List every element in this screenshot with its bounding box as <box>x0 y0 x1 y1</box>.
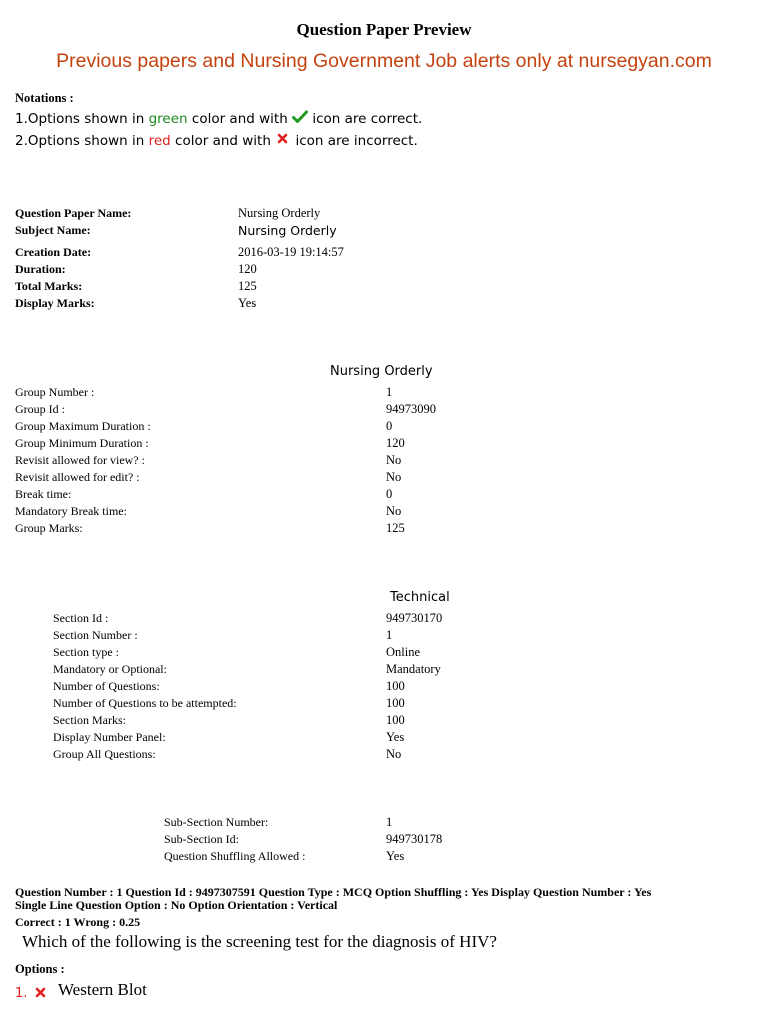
question-meta-line2: Single Line Question Option : No Option Orientation : Vertical <box>15 898 338 912</box>
num-questions-value: 100 <box>386 679 405 693</box>
check-icon <box>292 110 308 128</box>
group-id-label: Group Id : <box>15 402 65 416</box>
break-time-value: 0 <box>386 487 393 501</box>
cross-icon <box>275 133 291 149</box>
number-panel-value: Yes <box>386 730 405 744</box>
notations-heading: Notations : <box>15 91 74 105</box>
group-id-value: 94973090 <box>386 402 436 416</box>
subject-name-label: Subject Name: <box>15 223 91 237</box>
paper-name-value: Nursing Orderly <box>238 206 321 220</box>
display-marks-label: Display Marks: <box>15 296 95 310</box>
mandatory-optional-label: Mandatory or Optional: <box>53 662 167 676</box>
notation-incorrect-prefix: 2.Options shown in <box>15 133 149 149</box>
total-marks-value: 125 <box>238 279 257 293</box>
group-max-duration-value: 0 <box>386 419 393 433</box>
group-max-duration-label: Group Maximum Duration : <box>15 419 151 433</box>
shuffling-label: Question Shuffling Allowed : <box>164 849 306 863</box>
subject-name-value: Nursing Orderly <box>238 223 337 238</box>
section-heading: Technical <box>390 590 450 605</box>
number-panel-label: Display Number Panel: <box>53 730 166 744</box>
option-1-text: Western Blot <box>58 980 147 999</box>
revisit-edit-label: Revisit allowed for edit? : <box>15 470 140 484</box>
mandatory-optional-value: Mandatory <box>386 662 441 676</box>
group-marks-value: 125 <box>386 521 405 535</box>
notation-incorrect-middle: color and with <box>170 133 276 149</box>
group-heading: Nursing Orderly <box>330 364 433 379</box>
group-number-label: Group Number : <box>15 385 95 399</box>
break-time-label: Break time: <box>15 487 72 501</box>
promo-banner: Previous papers and Nursing Government Job alerts only at nursegyan.com <box>56 50 712 72</box>
group-all-value: No <box>386 747 402 761</box>
section-marks-label: Section Marks: <box>53 713 126 727</box>
revisit-view-value: No <box>386 453 402 467</box>
duration-value: 120 <box>238 262 257 276</box>
question-marks: Correct : 1 Wrong : 0.25 <box>15 915 141 929</box>
notation-incorrect-color-word: red <box>148 133 171 149</box>
options-heading: Options : <box>15 962 65 976</box>
num-attempt-label: Number of Questions to be attempted: <box>53 696 237 710</box>
notation-incorrect <box>15 133 418 149</box>
section-type-label: Section type : <box>53 645 119 659</box>
shuffling-value: Yes <box>386 849 405 863</box>
notation-incorrect-suffix: icon are incorrect. <box>291 133 418 149</box>
notation-correct <box>15 110 422 128</box>
notation-correct-prefix: 1.Options shown in <box>15 111 149 127</box>
group-all-label: Group All Questions: <box>53 747 156 761</box>
section-number-label: Section Number : <box>53 628 138 642</box>
paper-name-label: Question Paper Name: <box>15 206 132 220</box>
group-min-duration-value: 120 <box>386 436 405 450</box>
mandatory-break-value: No <box>386 504 402 518</box>
group-min-duration-label: Group Minimum Duration : <box>15 436 149 450</box>
mandatory-break-label: Mandatory Break time: <box>15 504 127 518</box>
section-id-label: Section Id : <box>53 611 109 625</box>
subsection-id-label: Sub-Section Id: <box>164 832 239 846</box>
option-1-number: 1. <box>15 986 28 1001</box>
subsection-id-value: 949730178 <box>386 832 443 846</box>
subsection-number-label: Sub-Section Number: <box>164 815 269 829</box>
section-number-value: 1 <box>386 628 393 642</box>
group-marks-label: Group Marks: <box>15 521 83 535</box>
question-meta-line1: Question Number : 1 Question Id : 9497307591 Question Type : MCQ Option Shuffling : Yes Display Question Number : Yes <box>15 885 652 899</box>
total-marks-label: Total Marks: <box>15 279 83 293</box>
group-number-value: 1 <box>386 385 393 399</box>
section-type-value: Online <box>386 645 421 659</box>
section-marks-value: 100 <box>386 713 405 727</box>
notation-correct-middle: color and with <box>187 111 293 127</box>
cross-icon <box>34 986 48 1004</box>
revisit-edit-value: No <box>386 470 402 484</box>
num-attempt-value: 100 <box>386 696 405 710</box>
notation-correct-color-word: green <box>148 111 188 127</box>
notation-correct-suffix: icon are correct. <box>308 111 423 127</box>
page-title: Question Paper Preview <box>296 20 472 39</box>
revisit-view-label: Revisit allowed for view? : <box>15 453 145 467</box>
creation-date-label: Creation Date: <box>15 245 92 259</box>
question-text: Which of the following is the screening test for the diagnosis of HIV? <box>22 932 497 951</box>
display-marks-value: Yes <box>238 296 257 310</box>
duration-label: Duration: <box>15 262 66 276</box>
creation-date-value: 2016-03-19 19:14:57 <box>238 245 344 259</box>
section-id-value: 949730170 <box>386 611 443 625</box>
subsection-number-value: 1 <box>386 815 393 829</box>
num-questions-label: Number of Questions: <box>53 679 160 693</box>
